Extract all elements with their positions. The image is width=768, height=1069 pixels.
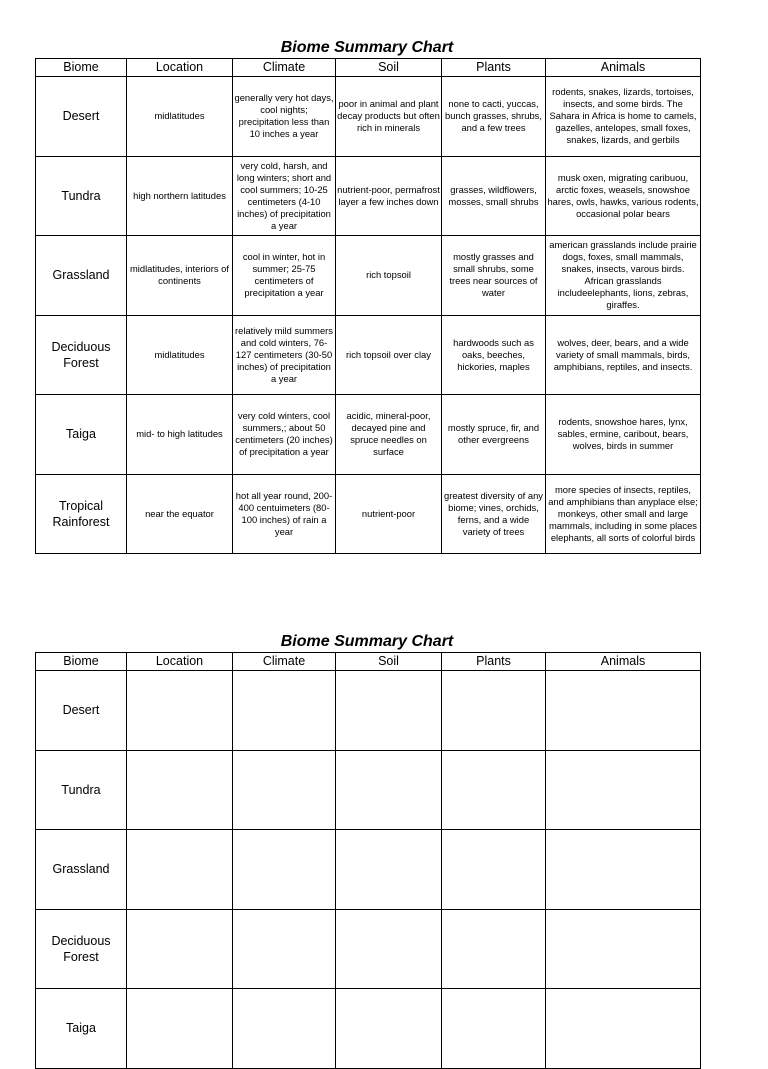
animals-cell: [546, 989, 701, 1069]
header-location: Location: [127, 653, 233, 671]
soil-cell: rich topsoil: [336, 236, 442, 316]
header-climate: Climate: [233, 653, 336, 671]
plants-cell: [442, 989, 546, 1069]
table-row: [36, 750, 701, 830]
climate-cell: relatively mild summers and cold winters, 76-127 centimeters (30-50 inches) of precipitation a year: [233, 315, 336, 395]
header-plants: Plants: [442, 653, 546, 671]
biome-cell: Grassland: [36, 236, 127, 316]
header-biome: Biome: [36, 59, 127, 77]
location-cell: near the equator: [127, 474, 233, 554]
plants-cell: mostly spruce, fir, and other evergreens: [442, 395, 546, 475]
header-row: [36, 59, 701, 77]
climate-cell: cool in winter, hot in summer; 25-75 centimeters of precipitation a year: [233, 236, 336, 316]
table-row: [36, 236, 701, 316]
header-soil: Soil: [336, 653, 442, 671]
climate-cell: [233, 830, 336, 910]
climate-cell: very cold winters, cool summers,; about 50 centimeters (20 inches) of precipitation a year: [233, 395, 336, 475]
table-row: [36, 395, 701, 475]
table-row: [36, 474, 701, 554]
location-cell: [127, 909, 233, 989]
animals-cell: more species of insects, reptiles, and amphibians than anyplace else; monkeys, other small and large mammals, including in some places elephants, all sorts of colorful birds: [546, 474, 701, 554]
plants-cell: hardwoods such as oaks, beeches, hickories, maples: [442, 315, 546, 395]
animals-cell: american grasslands include prairie dogs, foxes, small mammals, snakes, insects, varous birds. African grasslands includeelephants, lions, zebras, giraffes.: [546, 236, 701, 316]
plants-cell: [442, 750, 546, 830]
biome-cell: Grassland: [36, 830, 127, 910]
location-cell: midlatitudes: [127, 315, 233, 395]
table-row: [36, 315, 701, 395]
header-plants: Plants: [442, 59, 546, 77]
table-row: [36, 671, 701, 751]
climate-cell: [233, 750, 336, 830]
plants-cell: [442, 671, 546, 751]
soil-cell: [336, 750, 442, 830]
table-row: [36, 156, 701, 236]
climate-cell: very cold, harsh, and long winters; short and cool summers; 10-25 centimeters (4-10 inches) of precipitation a year: [233, 156, 336, 236]
header-animals: Animals: [546, 653, 701, 671]
blank-chart-title: Biome Summary Chart: [280, 633, 454, 650]
biome-cell: Desert: [36, 671, 127, 751]
header-climate: Climate: [233, 59, 336, 77]
climate-cell: [233, 671, 336, 751]
soil-cell: nutrient-poor: [336, 474, 442, 554]
location-cell: [127, 989, 233, 1069]
animals-cell: musk oxen, migrating caribuou, arctic foxes, weasels, snowshoe hares, owls, hawks, various rodents, occasional polar bears: [546, 156, 701, 236]
soil-cell: [336, 909, 442, 989]
biome-cell: Deciduous Forest: [36, 315, 127, 395]
animals-cell: wolves, deer, bears, and a wide variety of small mammals, birds, amphibians, reptiles, and insects.: [546, 315, 701, 395]
biome-cell: Taiga: [36, 395, 127, 475]
location-cell: midlatitudes: [127, 77, 233, 157]
animals-cell: [546, 830, 701, 910]
soil-cell: nutrient-poor, permafrost layer a few inches down: [336, 156, 442, 236]
plants-cell: greatest diversity of any biome; vines, orchids, ferns, and a wide variety of trees: [442, 474, 546, 554]
plants-cell: mostly grasses and small shrubs, some trees near sources of water: [442, 236, 546, 316]
biome-cell: Desert: [36, 77, 127, 157]
biome-cell: Deciduous Forest: [36, 909, 127, 989]
location-cell: midlatitudes, interiors of continents: [127, 236, 233, 316]
header-row: [36, 653, 701, 671]
location-cell: [127, 671, 233, 751]
animals-cell: [546, 671, 701, 751]
location-cell: high northern latitudes: [127, 156, 233, 236]
header-location: Location: [127, 59, 233, 77]
chart-title: Biome Summary Chart: [280, 39, 454, 56]
location-cell: [127, 750, 233, 830]
climate-cell: [233, 909, 336, 989]
plants-cell: [442, 909, 546, 989]
table-row: [36, 989, 701, 1069]
header-biome: Biome: [36, 653, 127, 671]
animals-cell: rodents, snakes, lizards, tortoises, insects, and some birds. The Sahara in Africa is home to camels, gazelles, antelopes, small foxes, snakes, lizards, and gerbils: [546, 77, 701, 157]
soil-cell: poor in animal and plant decay products but often rich in minerals: [336, 77, 442, 157]
soil-cell: [336, 671, 442, 751]
climate-cell: generally very hot days, cool nights; precipitation less than 10 inches a year: [233, 77, 336, 157]
biome-cell: Tropical Rainforest: [36, 474, 127, 554]
animals-cell: [546, 909, 701, 989]
animals-cell: rodents, snowshoe hares, lynx, sables, ermine, caribout, bears, wolves, birds in summer: [546, 395, 701, 475]
header-soil: Soil: [336, 59, 442, 77]
plants-cell: [442, 830, 546, 910]
plants-cell: none to cacti, yuccas, bunch grasses, shrubs, and a few trees: [442, 77, 546, 157]
biome-cell: Taiga: [36, 989, 127, 1069]
blank-biome-summary-table: [35, 652, 701, 1069]
soil-cell: [336, 989, 442, 1069]
animals-cell: [546, 750, 701, 830]
location-cell: mid- to high latitudes: [127, 395, 233, 475]
header-animals: Animals: [546, 59, 701, 77]
table-row: [36, 77, 701, 157]
soil-cell: rich topsoil over clay: [336, 315, 442, 395]
table-row: [36, 830, 701, 910]
biome-cell: Tundra: [36, 156, 127, 236]
climate-cell: hot all year round, 200-400 centuimeters (80-100 inches) of rain a year: [233, 474, 336, 554]
location-cell: [127, 830, 233, 910]
table-row: [36, 909, 701, 989]
plants-cell: grasses, wildflowers, mosses, small shrubs: [442, 156, 546, 236]
soil-cell: [336, 830, 442, 910]
biome-summary-table: [35, 58, 701, 554]
soil-cell: acidic, mineral-poor, decayed pine and spruce needles on surface: [336, 395, 442, 475]
climate-cell: [233, 989, 336, 1069]
biome-cell: Tundra: [36, 750, 127, 830]
